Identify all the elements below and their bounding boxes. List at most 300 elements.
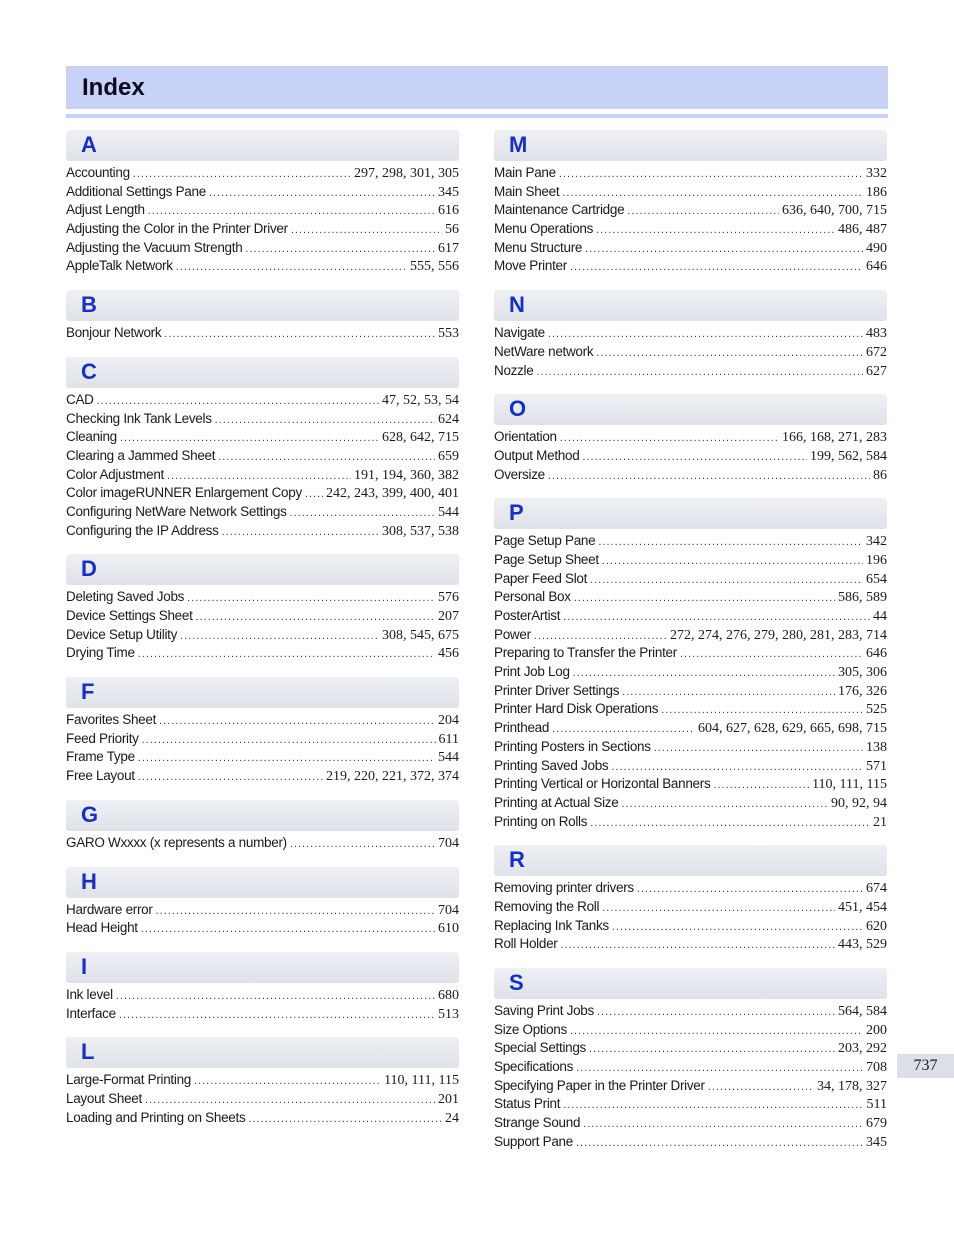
entry-name: Personal Box (494, 589, 571, 605)
index-entry[interactable] (66, 484, 459, 503)
entry-name: PosterArtist (494, 608, 561, 623)
entry-pages[interactable]: 674 (866, 881, 887, 897)
index-entry[interactable] (494, 1133, 887, 1152)
index-entry[interactable] (494, 1021, 887, 1040)
entry-pages[interactable]: 56 (445, 222, 459, 238)
dot-leader (148, 202, 435, 220)
index-entry[interactable] (66, 834, 459, 853)
index-section-a (66, 130, 459, 276)
section-letter-bar (66, 1037, 459, 1068)
entry-name: Menu Structure (494, 239, 583, 255)
dot-leader (133, 165, 351, 183)
dot-leader (159, 712, 435, 730)
dot-leader (583, 1115, 863, 1133)
index-entry[interactable] (66, 522, 459, 541)
index-entry[interactable] (66, 986, 459, 1005)
left-column (66, 130, 459, 1127)
entry-pages[interactable]: 636, 640, 700, 715 (782, 203, 887, 219)
section-letter: H (81, 868, 97, 894)
page-number: 737 (897, 1054, 954, 1078)
section-gap (66, 663, 459, 677)
dot-leader (176, 258, 407, 276)
dot-leader (713, 776, 809, 794)
dot-leader (142, 731, 436, 749)
index-entry[interactable] (66, 428, 459, 447)
index-entry[interactable] (66, 901, 459, 920)
dot-leader (576, 1059, 863, 1077)
dot-leader (622, 683, 835, 701)
index-entry[interactable] (494, 719, 887, 738)
entry-pages[interactable]: 138 (866, 739, 887, 755)
dot-leader (597, 1003, 835, 1021)
index-entry[interactable] (494, 447, 887, 466)
entry-pages[interactable]: 44 (873, 609, 887, 624)
entry-pages[interactable]: 86 (873, 467, 887, 483)
entry-pages[interactable]: 342 (866, 534, 887, 550)
entry-name: Adjusting the Vacuum Strength (66, 239, 243, 255)
entry-pages[interactable]: 704 (438, 902, 459, 918)
section-gap (66, 1023, 459, 1037)
entry-name: GARO Wxxxx (x represents a number) (66, 834, 287, 850)
entry-pages[interactable]: 646 (866, 646, 887, 662)
index-entry[interactable] (66, 391, 459, 410)
index-entry[interactable] (494, 551, 887, 570)
index-entry[interactable] (66, 1005, 459, 1024)
entry-pages[interactable]: 308, 545, 675 (382, 627, 459, 643)
entry-name: Hardware error (66, 901, 153, 917)
index-header (66, 66, 888, 109)
section-letter-bar (66, 800, 459, 831)
entry-pages[interactable]: 490 (866, 240, 887, 256)
dot-leader (167, 467, 351, 485)
entry-pages[interactable]: 24 (445, 1110, 459, 1126)
dot-leader (582, 448, 807, 466)
dot-leader (563, 608, 870, 626)
index-entry[interactable] (494, 775, 887, 794)
index-entry[interactable] (66, 220, 459, 239)
entry-name: Printing Saved Jobs (494, 757, 609, 773)
entry-name: Specifications (494, 1059, 574, 1075)
dot-leader (570, 258, 863, 276)
entry-pages[interactable]: 200 (866, 1022, 887, 1038)
entry-pages[interactable]: 680 (438, 987, 459, 1003)
dot-leader (560, 936, 835, 954)
index-section-n (494, 290, 887, 380)
section-letter-bar (494, 130, 887, 161)
index-entry[interactable] (494, 1039, 887, 1058)
index-entry[interactable] (66, 201, 459, 220)
entry-pages[interactable]: 443, 529 (838, 937, 887, 953)
entry-name: Printing Posters in Sections (494, 738, 651, 754)
entry-pages[interactable]: 525 (866, 702, 887, 718)
section-gap (66, 786, 459, 800)
section-gap (66, 853, 459, 867)
dot-leader (548, 325, 863, 343)
index-entry[interactable] (494, 738, 887, 757)
dot-leader (585, 240, 863, 258)
entry-pages[interactable]: 90, 92, 94 (831, 795, 887, 811)
entry-pages[interactable]: 604, 627, 628, 629, 665, 698, 715 (698, 721, 887, 737)
entry-name: Navigate (494, 325, 545, 341)
entry-pages[interactable]: 611 (438, 731, 459, 747)
entry-name: Adjusting the Color in the Printer Driver (66, 221, 288, 237)
dot-leader (598, 533, 863, 551)
index-entry[interactable] (494, 1077, 887, 1096)
entry-name: Maintenance Cartridge (494, 202, 625, 218)
index-entry[interactable] (494, 1058, 887, 1077)
section-letter-bar (494, 845, 887, 876)
entry-name: Nozzle (494, 362, 534, 378)
index-entry[interactable] (494, 257, 887, 276)
entry-pages[interactable]: 586, 589 (838, 590, 887, 606)
index-entry[interactable] (494, 362, 887, 381)
index-entry[interactable] (66, 626, 459, 645)
entry-pages[interactable]: 201 (438, 1091, 459, 1107)
section-letter: L (81, 1039, 95, 1065)
index-entry[interactable] (66, 410, 459, 429)
entry-pages[interactable]: 332 (866, 166, 887, 181)
entry-pages[interactable]: 654 (866, 571, 887, 587)
index-section-m (494, 130, 887, 276)
section-gap (494, 276, 887, 290)
index-entry[interactable] (494, 898, 887, 917)
index-entry[interactable] (66, 239, 459, 258)
entry-name: Clearing a Jammed Sheet (66, 447, 216, 463)
dot-leader (291, 221, 442, 239)
index-entry[interactable] (66, 164, 459, 183)
section-letter-bar (66, 130, 459, 161)
entry-pages[interactable]: 616 (438, 203, 459, 219)
dot-leader (138, 768, 323, 786)
index-entry[interactable] (494, 626, 887, 645)
entry-pages[interactable]: 207 (438, 609, 459, 624)
entry-name: CAD (66, 391, 94, 407)
entry-name: Configuring NetWare Network Settings (66, 503, 287, 519)
entry-pages[interactable]: 34, 178, 327 (817, 1078, 887, 1094)
entry-name: Replacing Ink Tanks (494, 917, 609, 933)
entry-pages[interactable]: 610 (438, 921, 459, 937)
entry-pages[interactable]: 345 (866, 1134, 887, 1150)
dot-leader (560, 429, 779, 447)
entry-pages[interactable]: 511 (866, 1097, 887, 1113)
entry-pages[interactable]: 628, 642, 715 (382, 430, 459, 446)
index-section-c (66, 357, 459, 541)
entry-name: Deleting Saved Jobs (66, 589, 185, 605)
dot-leader (570, 1022, 863, 1040)
index-entry[interactable] (66, 767, 459, 786)
section-letter: R (509, 847, 525, 873)
entry-name: Orientation (494, 429, 557, 445)
index-entry[interactable] (494, 343, 887, 362)
dot-leader (222, 523, 379, 541)
section-gap (494, 831, 887, 845)
entry-name: Accounting (66, 165, 130, 180)
index-entry[interactable] (494, 532, 887, 551)
entry-name: Main Sheet (494, 183, 560, 199)
dot-leader (187, 589, 435, 607)
index-entry[interactable] (494, 757, 887, 776)
entry-name: Removing the Roll (494, 898, 600, 914)
entry-pages[interactable]: 110, 111, 115 (812, 777, 887, 793)
entry-pages[interactable]: 555, 556 (410, 259, 459, 275)
dot-leader (290, 504, 435, 522)
dot-leader (548, 467, 870, 485)
dot-leader (708, 1078, 814, 1096)
entry-name: Favorites Sheet (66, 712, 157, 728)
dot-leader (119, 1006, 435, 1024)
entry-pages[interactable]: 576 (438, 590, 459, 606)
entry-pages[interactable]: 242, 243, 399, 400, 401 (326, 486, 459, 502)
dot-leader (596, 344, 863, 362)
index-entry[interactable] (66, 607, 459, 626)
entry-name: Size Options (494, 1021, 567, 1037)
dot-leader (602, 552, 863, 570)
section-gap (494, 484, 887, 498)
index-section-o (494, 394, 887, 484)
entry-name: AppleTalk Network (66, 258, 173, 274)
entry-name: Preparing to Transfer the Printer (494, 645, 677, 661)
index-entry[interactable] (494, 588, 887, 607)
index-entry[interactable] (494, 794, 887, 813)
dot-leader (536, 363, 863, 381)
entry-name: Ink level (66, 986, 113, 1002)
dot-leader (534, 627, 667, 645)
dot-leader (637, 880, 863, 898)
entry-pages[interactable]: 451, 454 (838, 899, 887, 915)
dot-leader (563, 1096, 863, 1114)
entry-name: Page Setup Sheet (494, 551, 599, 567)
section-letter-bar (66, 952, 459, 983)
entry-pages[interactable]: 203, 292 (838, 1041, 887, 1057)
entry-name: Saving Print Jobs (494, 1003, 594, 1018)
section-letter: S (509, 970, 524, 995)
dot-leader (196, 608, 435, 626)
section-letter: B (81, 292, 97, 318)
index-entry[interactable] (494, 164, 887, 183)
entry-name: Bonjour Network (66, 325, 162, 341)
entry-pages[interactable]: 199, 562, 584 (810, 448, 887, 464)
dot-leader (116, 987, 435, 1005)
index-entry[interactable] (66, 447, 459, 466)
index-entry[interactable] (494, 813, 887, 832)
index-entry[interactable] (494, 917, 887, 936)
index-entry[interactable] (494, 1114, 887, 1133)
entry-name: Menu Operations (494, 221, 594, 237)
entry-name: Printing at Actual Size (494, 794, 619, 810)
entry-pages[interactable]: 544 (438, 504, 459, 520)
entry-pages[interactable]: 513 (438, 1006, 459, 1022)
entry-pages[interactable]: 483 (866, 326, 887, 342)
index-entry[interactable] (66, 919, 459, 938)
section-gap (494, 380, 887, 394)
dot-leader (596, 221, 835, 239)
section-gap (494, 954, 887, 968)
entry-pages[interactable]: 708 (866, 1060, 887, 1076)
dot-leader (661, 701, 863, 719)
dot-leader (612, 918, 863, 936)
entry-name: Printing Vertical or Horizontal Banners (494, 776, 711, 792)
entry-pages[interactable]: 21 (873, 814, 887, 830)
index-section-s (494, 968, 887, 1152)
entry-pages[interactable]: 297, 298, 301, 305 (354, 166, 459, 181)
right-column (494, 130, 887, 1152)
entry-name: Checking Ink Tank Levels (66, 410, 212, 426)
entry-name: Removing printer drivers (494, 880, 634, 896)
entry-name: Free Layout (66, 768, 135, 784)
dot-leader (602, 899, 835, 917)
entry-pages[interactable]: 166, 168, 271, 283 (782, 430, 887, 446)
index-entry[interactable] (494, 879, 887, 898)
section-letter-bar (66, 867, 459, 898)
index-entry[interactable] (66, 748, 459, 767)
index-entry[interactable] (494, 644, 887, 663)
section-letter-bar (66, 357, 459, 388)
index-entry[interactable] (66, 503, 459, 522)
entry-name: Roll Holder (494, 936, 558, 952)
entry-name: Power (494, 626, 531, 642)
index-section-l (66, 1037, 459, 1127)
section-letter-bar (494, 290, 887, 321)
index-entry[interactable] (494, 324, 887, 343)
index-entry[interactable] (66, 1071, 459, 1090)
index-section-r (494, 845, 887, 954)
index-entry[interactable] (66, 1109, 459, 1128)
entry-pages[interactable]: 186 (866, 184, 887, 200)
index-entry[interactable] (66, 1090, 459, 1109)
entry-name: Interface (66, 1005, 116, 1021)
entry-name: Layout Sheet (66, 1090, 142, 1106)
entry-pages[interactable]: 308, 537, 538 (382, 523, 459, 539)
index-entry[interactable] (494, 607, 887, 626)
header-underline (66, 114, 888, 118)
entry-pages[interactable]: 553 (438, 326, 459, 342)
index-entry[interactable] (494, 682, 887, 701)
index-entry[interactable] (494, 239, 887, 258)
dot-leader (559, 165, 863, 183)
index-section-b (66, 290, 459, 343)
index-entry[interactable] (494, 570, 887, 589)
entry-name: Adjust Length (66, 202, 145, 218)
index-entry[interactable] (494, 428, 887, 447)
section-letter-bar (66, 554, 459, 585)
dot-leader (562, 184, 863, 202)
index-entry[interactable] (494, 935, 887, 954)
entry-pages[interactable]: 620 (866, 918, 887, 934)
entry-pages[interactable]: 672 (866, 344, 887, 360)
index-entry[interactable] (494, 700, 887, 719)
entry-pages[interactable]: 219, 220, 221, 372, 374 (326, 769, 459, 785)
entry-name: Special Settings (494, 1040, 587, 1056)
dot-leader (590, 571, 863, 589)
section-letter: I (81, 953, 88, 979)
entry-pages[interactable]: 110, 111, 115 (384, 1073, 459, 1089)
entry-pages[interactable]: 486, 487 (838, 222, 887, 238)
index-entry[interactable] (494, 466, 887, 485)
dot-leader (574, 589, 835, 607)
section-gap (66, 343, 459, 357)
dot-leader (164, 325, 435, 343)
section-letter-bar (494, 498, 887, 529)
dot-leader (552, 720, 695, 738)
entry-pages[interactable]: 564, 584 (838, 1004, 887, 1019)
entry-name: Move Printer (494, 258, 567, 274)
index-entry[interactable] (66, 183, 459, 202)
entry-name: Color Adjustment (66, 466, 164, 482)
entry-pages[interactable]: 617 (438, 240, 459, 256)
index-entry[interactable] (66, 711, 459, 730)
entry-pages[interactable]: 272, 274, 276, 279, 280, 281, 283, 714 (670, 627, 887, 643)
entry-pages[interactable]: 571 (866, 758, 887, 774)
entry-pages[interactable]: 305, 306 (838, 665, 887, 681)
entry-pages[interactable]: 679 (866, 1116, 887, 1132)
entry-pages[interactable]: 196 (866, 552, 887, 568)
entry-name: Cleaning (66, 429, 117, 445)
index-section-f (66, 677, 459, 786)
section-letter: C (81, 358, 97, 384)
index-entry[interactable] (494, 1095, 887, 1114)
entry-pages[interactable]: 624 (438, 411, 459, 427)
entry-pages[interactable]: 627 (866, 363, 887, 379)
index-entry[interactable] (66, 730, 459, 749)
dot-leader (209, 184, 435, 202)
index-entry[interactable] (66, 466, 459, 485)
index-entry[interactable] (66, 324, 459, 343)
entry-name: Head Height (66, 920, 138, 936)
entry-pages[interactable]: 456 (438, 646, 459, 662)
entry-pages[interactable]: 191, 194, 360, 382 (354, 467, 459, 483)
index-entry[interactable] (494, 201, 887, 220)
index-entry[interactable] (494, 183, 887, 202)
section-gap (66, 276, 459, 290)
dot-leader (138, 749, 435, 767)
dot-leader (627, 202, 779, 220)
index-section-d (66, 554, 459, 663)
index-section-i (66, 952, 459, 1023)
index-entry[interactable] (494, 1002, 887, 1021)
entry-pages[interactable]: 646 (866, 259, 887, 275)
entry-name: Output Method (494, 447, 580, 463)
dot-leader (590, 814, 870, 832)
index-entry[interactable] (494, 220, 887, 239)
entry-pages[interactable]: 47, 52, 53, 54 (382, 392, 459, 408)
dot-leader (97, 392, 379, 410)
entry-pages[interactable]: 659 (438, 448, 459, 464)
entry-pages[interactable]: 176, 326 (838, 683, 887, 699)
section-gap (66, 938, 459, 952)
section-letter: D (81, 556, 97, 582)
index-entry[interactable] (494, 663, 887, 682)
index-entry[interactable] (66, 588, 459, 607)
entry-name: Color imageRUNNER Enlargement Copy (66, 485, 302, 501)
entry-name: Configuring the IP Address (66, 522, 219, 538)
dot-leader (576, 1134, 863, 1152)
entry-name: Frame Type (66, 749, 135, 765)
section-letter: G (81, 801, 99, 827)
entry-pages[interactable]: 345 (438, 184, 459, 200)
entry-pages[interactable]: 544 (438, 750, 459, 766)
index-entry[interactable] (66, 644, 459, 663)
dot-leader (611, 758, 863, 776)
entry-name: NetWare network (494, 343, 594, 359)
index-entry[interactable] (66, 257, 459, 276)
entry-pages[interactable]: 704 (438, 835, 459, 851)
dot-leader (290, 835, 435, 853)
dot-leader (589, 1040, 835, 1058)
dot-leader (215, 411, 435, 429)
entry-pages[interactable]: 204 (438, 713, 459, 729)
entry-name: Paper Feed Slot (494, 570, 588, 586)
dot-leader (621, 795, 828, 813)
